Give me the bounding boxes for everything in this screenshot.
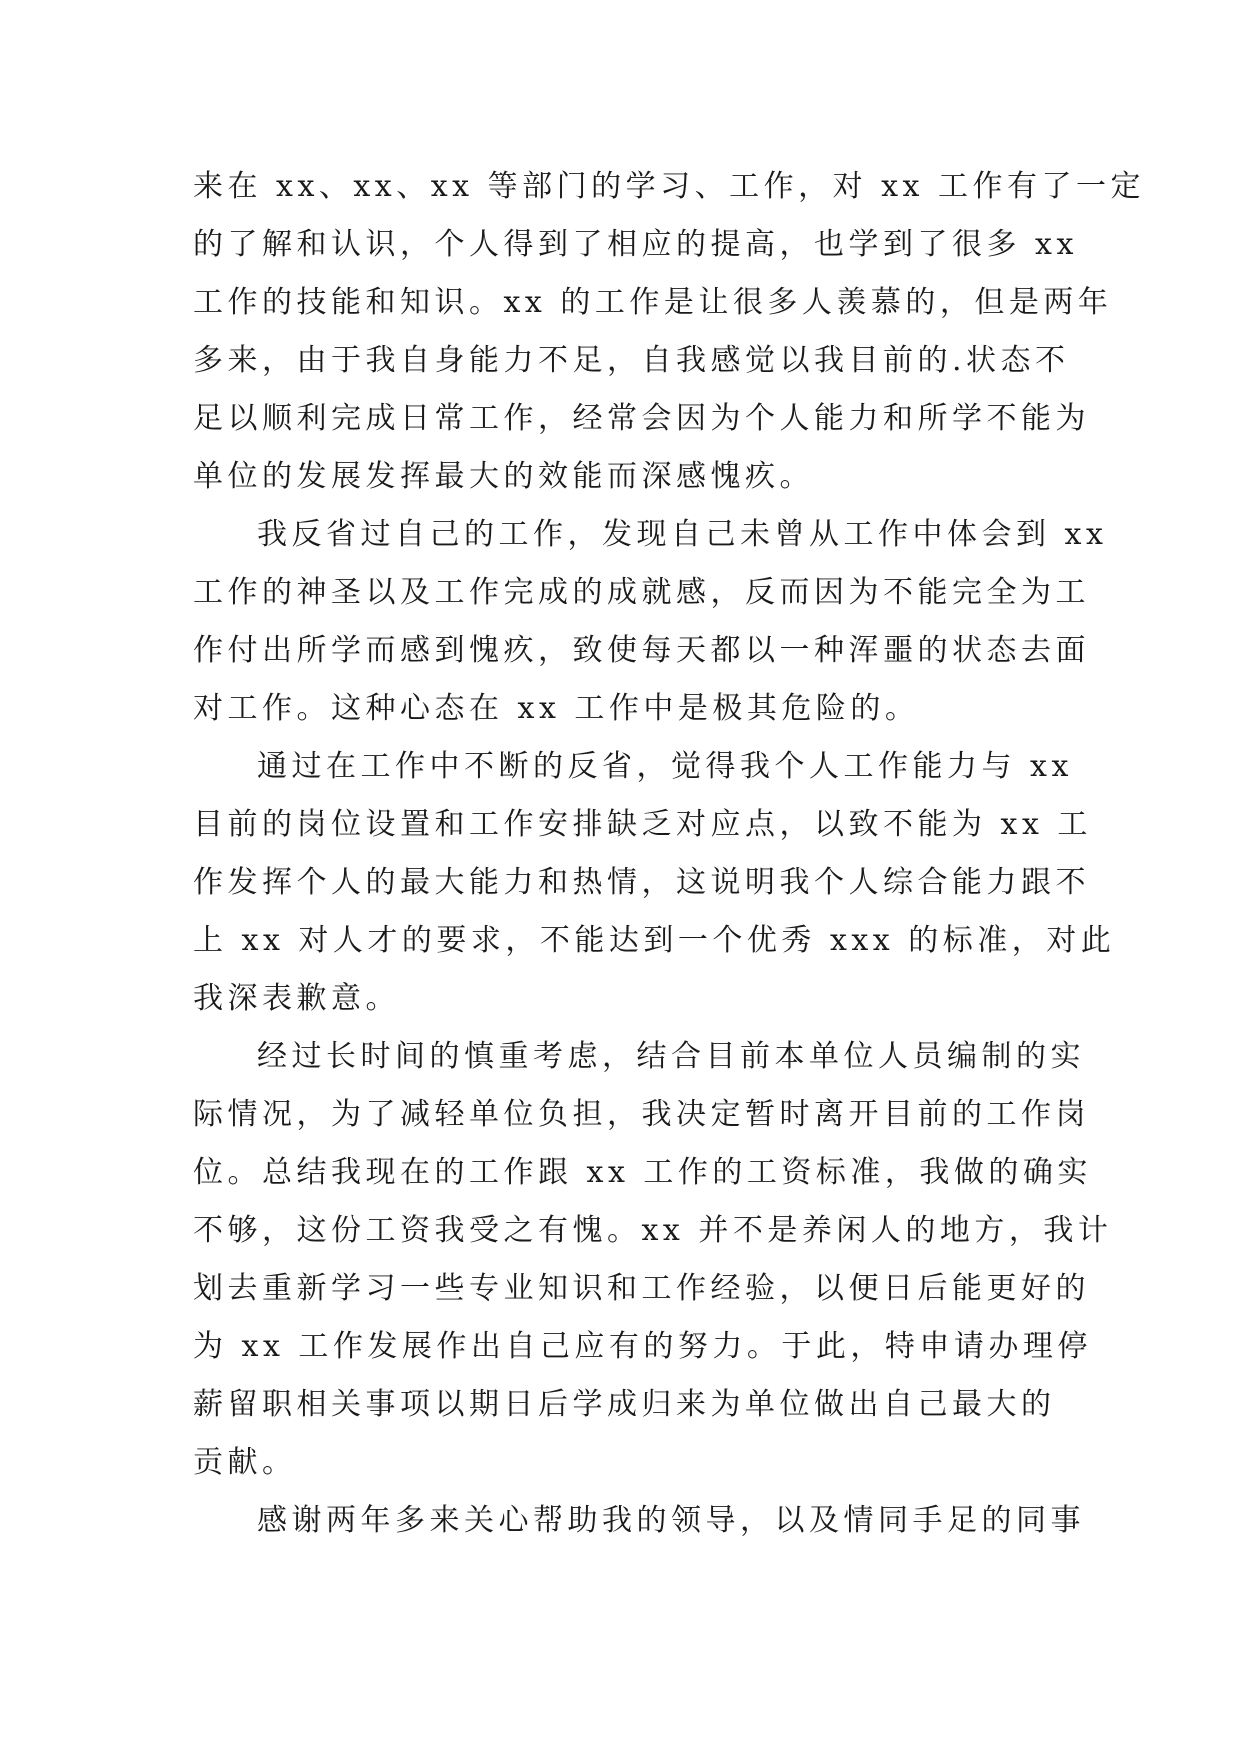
paragraph bbox=[193, 506, 1108, 738]
text-line: 我反省过自己的工作，发现自己未曾从工作中体会到 xx bbox=[257, 517, 1108, 552]
text-line: 我深表歉意。 bbox=[193, 981, 400, 1016]
text-line: 经过长时间的慎重考虑，结合目前本单位人员编制的实 bbox=[257, 1039, 1085, 1074]
text-line: 为 xx 工作发展作出自己应有的努力。于此，特申请办理停 bbox=[193, 1329, 1092, 1364]
text-line: 足以顺利完成日常工作，经常会因为个人能力和所学不能为 bbox=[193, 401, 1090, 436]
paragraph bbox=[193, 1492, 1085, 1550]
text-line: 单位的发展发挥最大的效能而深感愧疚。 bbox=[193, 459, 814, 494]
text-line: 感谢两年多来关心帮助我的领导，以及情同手足的同事 bbox=[257, 1503, 1085, 1538]
text-line: 对工作。这种心态在 xx 工作中是极其危险的。 bbox=[193, 691, 920, 726]
text-line: 际情况，为了减轻单位负担，我决定暂时离开目前的工作岗 bbox=[193, 1097, 1090, 1132]
text-line: 上 xx 对人才的要求，不能达到一个优秀 xxx 的标准，对此 bbox=[193, 923, 1116, 958]
text-line: 不够，这份工资我受之有愧。xx 并不是养闲人的地方，我计 bbox=[193, 1213, 1113, 1248]
text-line: 作发挥个人的最大能力和热情，这说明我个人综合能力跟不 bbox=[193, 865, 1090, 900]
text-line: 多来，由于我自身能力不足，自我感觉以我目前的.状态不 bbox=[193, 343, 1070, 378]
text-line: 薪留职相关事项以期日后学成归来为单位做出自己最大的 bbox=[193, 1387, 1056, 1422]
document-body bbox=[193, 158, 1145, 1550]
text-line: 作付出所学而感到愧疚，致使每天都以一种浑噩的状态去面 bbox=[193, 633, 1090, 668]
text-line: 的了解和认识，个人得到了相应的提高，也学到了很多 xx bbox=[193, 227, 1078, 262]
text-line: 目前的岗位设置和工作安排缺乏对应点，以致不能为 xx 工 bbox=[193, 807, 1092, 842]
paragraph bbox=[193, 738, 1116, 1028]
text-line: 通过在工作中不断的反省，觉得我个人工作能力与 xx bbox=[257, 749, 1073, 784]
paragraph bbox=[193, 1028, 1113, 1492]
paragraph bbox=[193, 158, 1145, 506]
text-line: 划去重新学习一些专业知识和工作经验，以便日后能更好的 bbox=[193, 1271, 1090, 1306]
text-line: 工作的神圣以及工作完成的成就感，反而因为不能完全为工 bbox=[193, 575, 1090, 610]
text-line: 来在 xx、xx、xx 等部门的学习、工作，对 xx 工作有了一定 bbox=[193, 169, 1145, 204]
text-line: 贡献。 bbox=[193, 1445, 297, 1480]
text-line: 位。总结我现在的工作跟 xx 工作的工资标准，我做的确实 bbox=[193, 1155, 1092, 1190]
text-line: 工作的技能和知识。xx 的工作是让很多人羡慕的，但是两年 bbox=[193, 285, 1113, 320]
